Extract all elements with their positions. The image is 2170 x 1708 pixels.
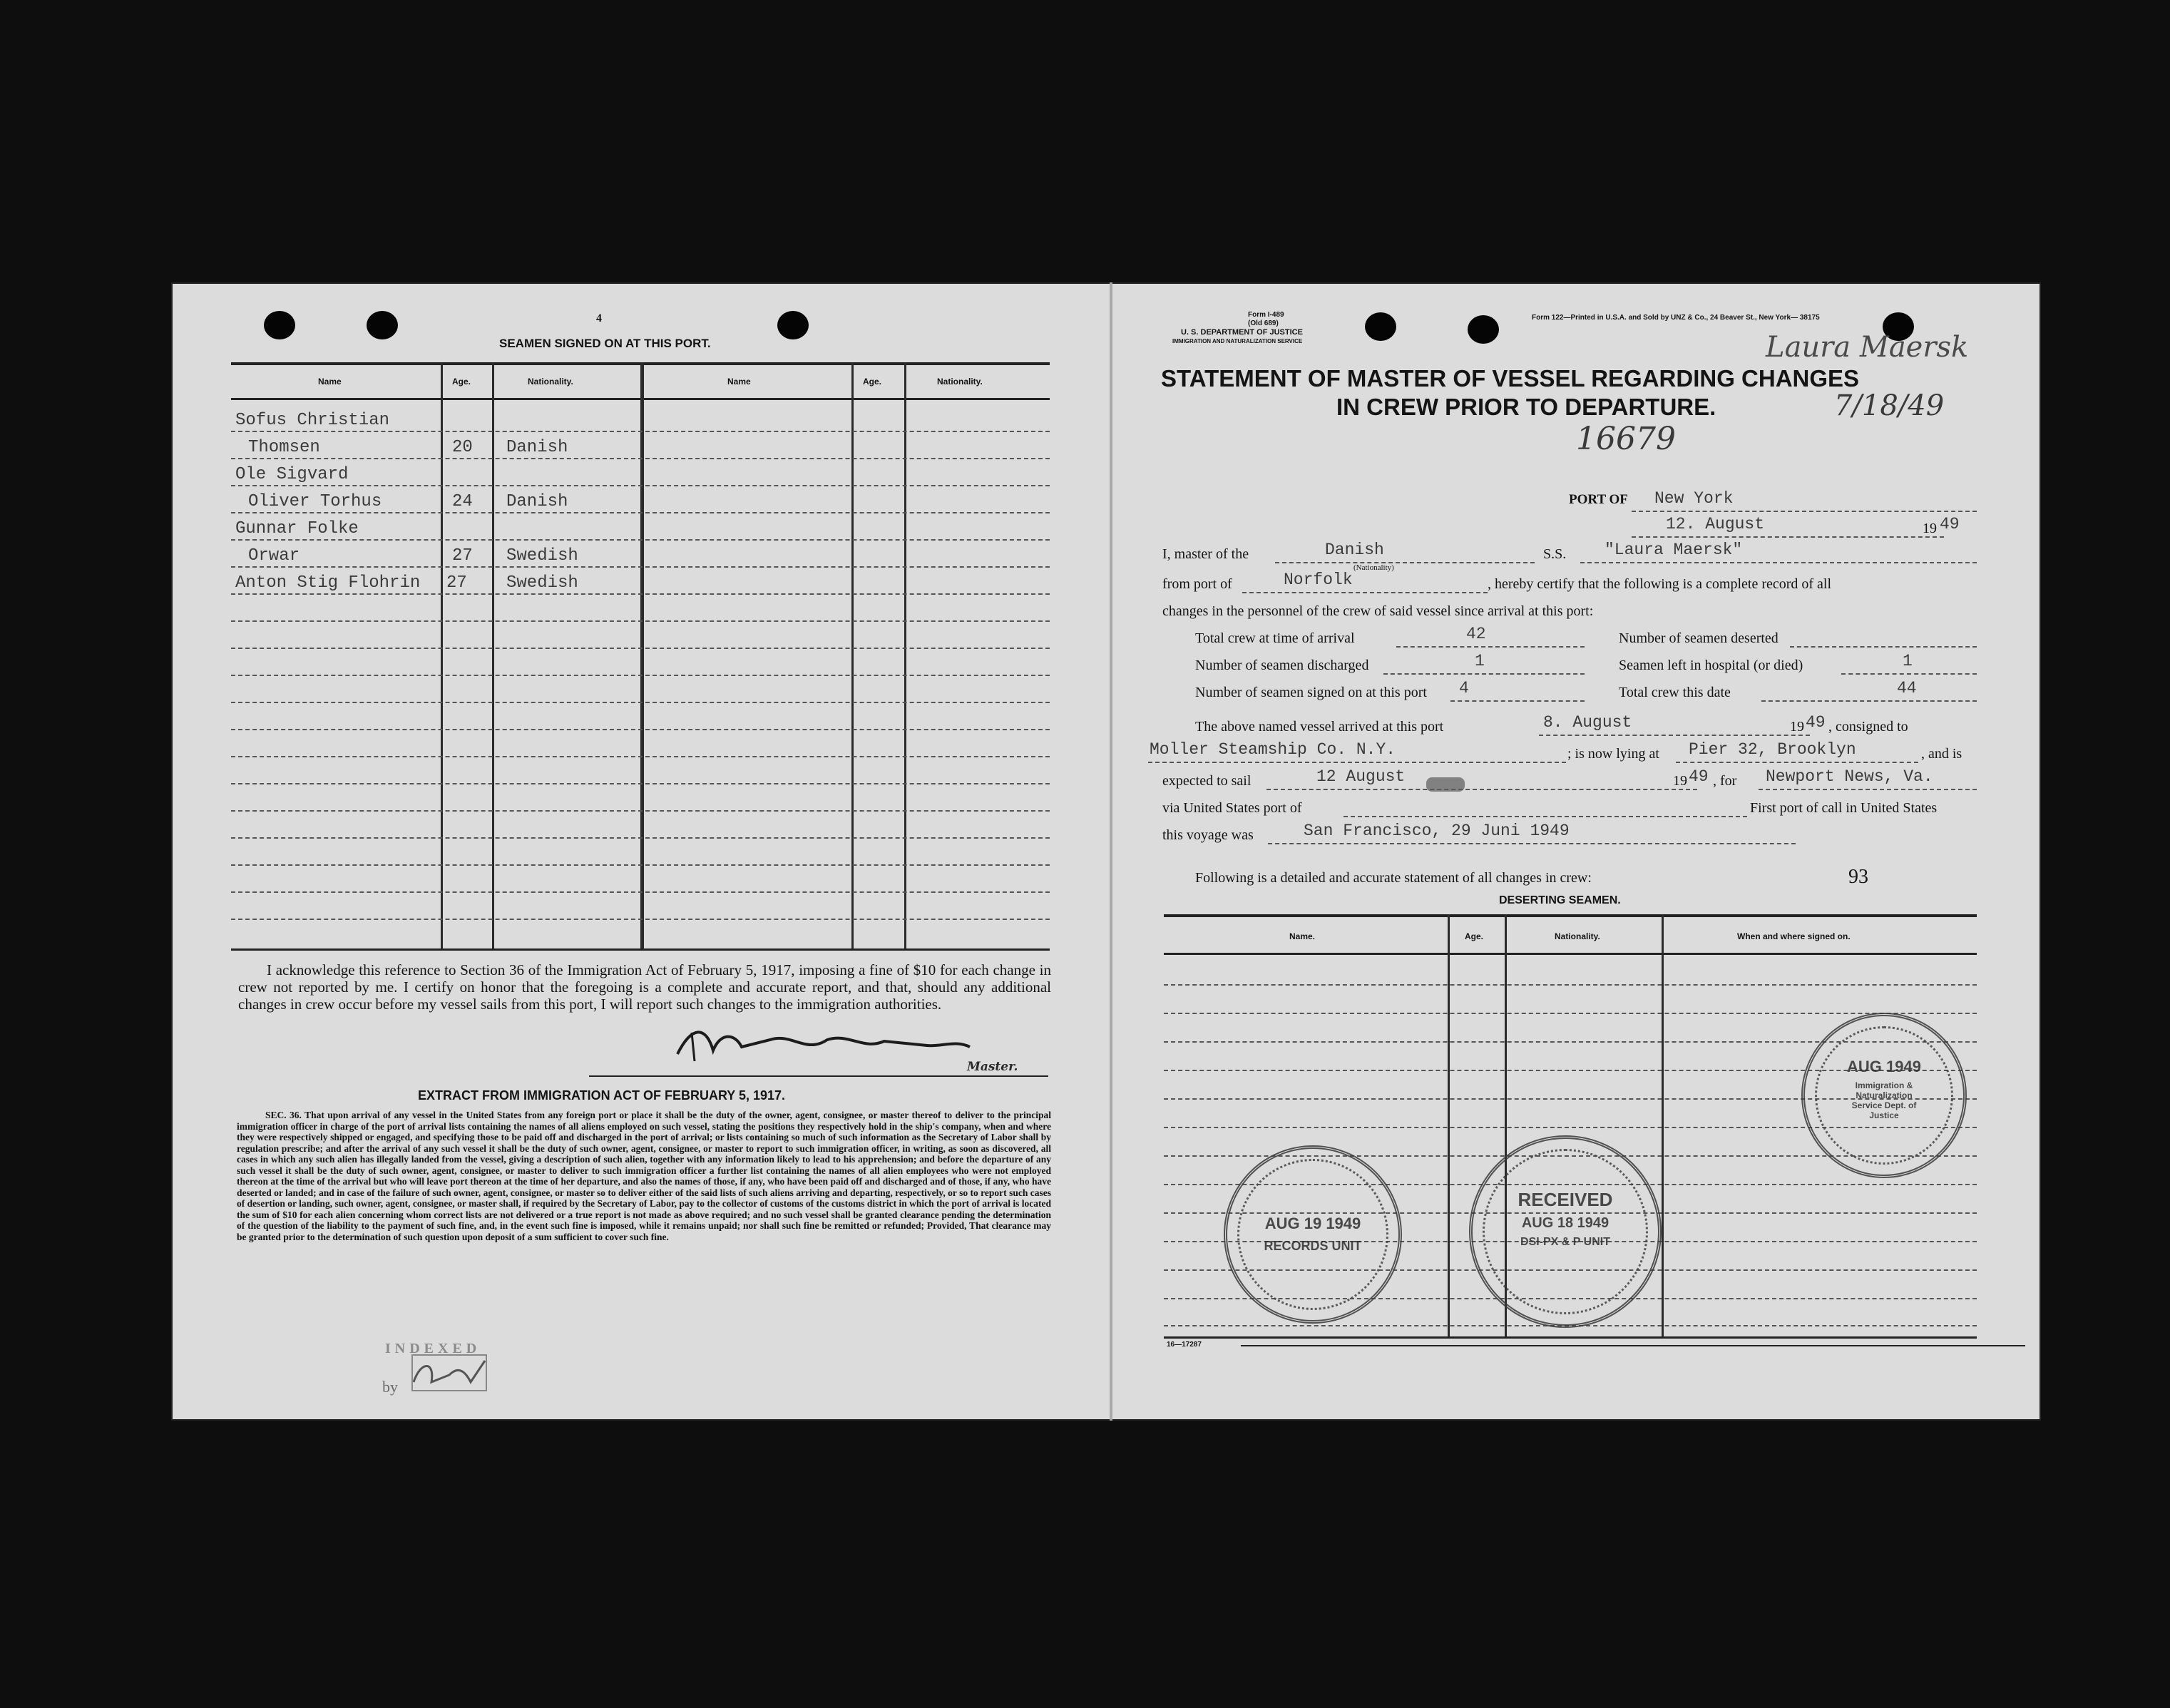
voyage-label: this voyage was [1162,827,1254,843]
form-old-number: (Old 689) [1248,319,1279,327]
printer-line: Form 122—Printed in U.S.A. and Sold by UNZ & Co., 24 Beaver St., New York— 38175 [1532,314,1820,322]
ins-stamp [1801,1013,1967,1178]
seamen-discharged-value: 1 [1475,652,1485,670]
for-label: , for [1713,773,1737,789]
page-number: 4 [596,312,602,324]
expected-to-sail-label: expected to sail [1162,773,1252,789]
stamp-text: Immigration & Naturalization Service Dept. of Justice [1851,1080,1917,1120]
extract-heading: EXTRACT FROM IMMIGRATION ACT OF FEBRUARY 5, 1917. [418,1088,786,1103]
first-port-label: First port of call in United States [1750,800,1938,816]
total-crew-arrival-value: 42 [1466,625,1486,643]
stamp-received: RECEIVED [1518,1189,1613,1210]
extract-text: SEC. 36. That upon arrival of any vessel in the United States from any foreign port or place it shall be the duty of the owner, agent, consignee, or master thereof to deliver to the principal immigration officer in charge of the port of arrival lists containing the names of all aliens employed on such vessel, stating the positions they respectively hold in the ship's company, when and where they were respectively shipped or engaged, and specifying those to be paid off and discharged in the port of arrival; or lists containing so much of such information as the Secretary of Labor shall by regulation prescribe; and after the arrival of any such vessel it shall be the duty of such owner, agent, consignee, or master to report to such immigration officer, in writing, as soon as discovered, all cases in which any such alien has illegally landed from the vessel, giving a description of such alien, together with any information likely to lead to his apprehension; and before the departure of any such vessel it shall be the duty of such owner, agent, consignee, or master to deliver to such immigration officer a further list containing the names of all alien employees who were not employed thereon at the time of the arrival but who will leave port thereon at the time of her departure, and also the names of those, if any, who have been paid off and discharged and of those, if any, who have deserted or landed; and in case of the failure of such owner, agent, consignee, or master so to deliver either of the said lists of such aliens arriving and departing, respectively, or so to report such cases of desertion or landing, such owner, agent, consignee, or master shall, if required by the Secretary of Labor, pay to the collector of customs of the customs district in which the port of arrival is located the sum of $10 for each alien concerning whom correct lists are not delivered or a true report is not made as above required; and no such vessel shall be granted clearance pending the determination of the question of the liability to the payment of such fine, and, in the event such fine is imposed, while it remains unpaid; nor shall such fine be remitted or refunded; Provided, That clearance may be granted prior to the determination of such question upon deposit of a sum sufficient to cover such fine. [237,1110,1051,1242]
col-name: Name [318,377,342,387]
col-nationality: Nationality. [1555,931,1600,941]
form-number: Form I-489 [1248,311,1284,319]
nationality-caption: (Nationality) [1353,563,1394,572]
seamen-signed-on-label: Number of seamen signed on at this port [1195,685,1427,700]
col-age: Age. [1465,931,1484,941]
and-is-label: , and is [1921,746,1962,762]
document-sheet [171,282,2041,1421]
total-crew-date-label: Total crew this date [1619,685,1731,700]
table-row-nationality: Danish [506,492,568,511]
for-value: Newport News, Va. [1766,767,1933,786]
master-label: Master. [967,1060,1018,1074]
form-title-line-2: IN CREW PRIOR TO DEPARTURE. [1336,394,1716,420]
from-port-value: Norfolk [1284,571,1353,589]
following-value: 93 [1848,866,1868,888]
table-row-name: Anton Stig Flohrin [235,573,421,593]
table-row-age: 20 [452,438,473,457]
table-row-nationality: Swedish [506,546,578,566]
from-port-label: from port of [1162,576,1232,592]
indexed-stamp: INDEXED [385,1341,481,1356]
department-name: U. S. DEPARTMENT OF JUSTICE [1181,328,1303,337]
footer-code: 16—17287 [1167,1341,1202,1349]
year-prefix: 19 [1923,521,1937,536]
col-nationality: Nationality. [937,377,983,387]
lying-at-value: Pier 32, Brooklyn [1689,740,1856,759]
lying-at-label: ; is now lying at [1567,746,1659,762]
records-unit-stamp [1224,1145,1402,1324]
handwritten-date: 7/18/49 [1834,389,1945,422]
following-label: Following is a detailed and accurate statement of all changes in crew: [1195,870,1592,886]
punch-hole [367,311,398,339]
table-row-name: Sofus Christian [235,411,390,430]
seamen-discharged-label: Number of seamen discharged [1195,658,1369,673]
acknowledgement-text: I acknowledge this reference to Section 36 of the Immigration Act of February 5, 1917, imposing a fine of $10 for each change in crew not reported by me. I certify on honor that the foregoing is a complete and accurate report, and that, should any additional changes in crew occur before my vessel sails from this port, I will report such changes to the immigration authorities. [238,961,1051,1013]
expected-to-sail-value: 12 August [1316,767,1406,786]
handwritten-ship-name: Laura Maersk [1766,331,1969,364]
consignee-value: Moller Steamship Co. N.Y. [1150,740,1396,759]
table-row-name: Thomsen [248,438,320,457]
date-value: 12. August [1666,515,1765,533]
table-row-nationality: Danish [506,438,568,457]
ink-blot [1426,777,1465,792]
col-when-where: When and where signed on. [1737,931,1851,941]
stamp-date: AUG 1949 [1847,1058,1921,1075]
punch-hole [264,311,295,339]
expected-year-value: 49 [1689,767,1709,786]
form-title-line-1: STATEMENT OF MASTER OF VESSEL REGARDING CHANGES [1161,365,1860,392]
arrived-date-value: 8. August [1543,713,1632,732]
handwritten-file-number: 16679 [1576,421,1676,457]
col-age: Age. [452,377,471,387]
table-row-name: Ole Sigvard [235,465,349,484]
col-nationality: Nationality. [528,377,573,387]
punch-hole [777,311,809,339]
seamen-signed-on-heading: SEAMEN SIGNED ON AT THIS PORT. [499,337,711,350]
stamp-date: AUG 19 1949 [1264,1214,1361,1232]
total-crew-date-value: 44 [1897,679,1917,697]
vessel-name-value: "Laura Maersk" [1605,541,1743,559]
table-row-age: 24 [452,492,473,511]
indexed-by-label: by [382,1378,398,1396]
consigned-label: , consigned to [1828,719,1908,735]
total-crew-arrival-label: Total crew at time of arrival [1195,630,1355,646]
seamen-hospital-value: 1 [1903,652,1913,670]
stamp-date: AUG 18 1949 [1521,1215,1609,1231]
master-signature [670,1018,1013,1075]
col-age: Age. [863,377,882,387]
port-value: New York [1654,489,1734,508]
arrived-year-value: 49 [1806,713,1826,732]
stamp-unit: DSI-PX & P UNIT [1520,1236,1610,1248]
arrived-year-prefix: 19 [1790,719,1804,735]
changes-text: changes in the personnel of the crew of said vessel since arrival at this port: [1162,603,1594,619]
arrived-label: The above named vessel arrived at this port [1195,719,1444,735]
punch-hole [1468,315,1499,344]
table-row-age: 27 [452,546,473,566]
table-row-name: Oliver Torhus [248,492,382,511]
page-fold [1110,282,1112,1421]
port-label: PORT OF [1569,492,1628,507]
expected-year-prefix: 19 [1673,773,1687,789]
master-of-the-label: I, master of the [1162,546,1249,562]
table-row-name: Gunnar Folke [235,519,359,538]
vessel-nationality-value: Danish [1325,541,1384,559]
received-stamp [1469,1135,1662,1328]
table-row-age: 27 [446,573,467,593]
via-port-label: via United States port of [1162,800,1302,816]
col-name: Name. [1289,931,1316,941]
col-name: Name [727,377,751,387]
certify-text: , hereby certify that the following is a complete record of all [1488,576,1832,592]
punch-hole [1365,312,1396,341]
stamp-unit: RECORDS UNIT [1264,1239,1362,1253]
indexed-initials [406,1346,499,1396]
seamen-signed-on-value: 4 [1459,679,1469,697]
seamen-deserted-label: Number of seamen deserted [1619,630,1779,646]
ss-label: S.S. [1543,546,1567,562]
table-row-name: Orwar [248,546,300,566]
seamen-hospital-label: Seamen left in hospital (or died) [1619,658,1803,673]
year-value: 49 [1940,515,1960,533]
voyage-value: San Francisco, 29 Juni 1949 [1304,822,1570,840]
deserting-seamen-heading: DESERTING SEAMEN. [1499,894,1621,906]
table-row-nationality: Swedish [506,573,578,593]
service-name: IMMIGRATION AND NATURALIZATION SERVICE [1172,338,1303,344]
